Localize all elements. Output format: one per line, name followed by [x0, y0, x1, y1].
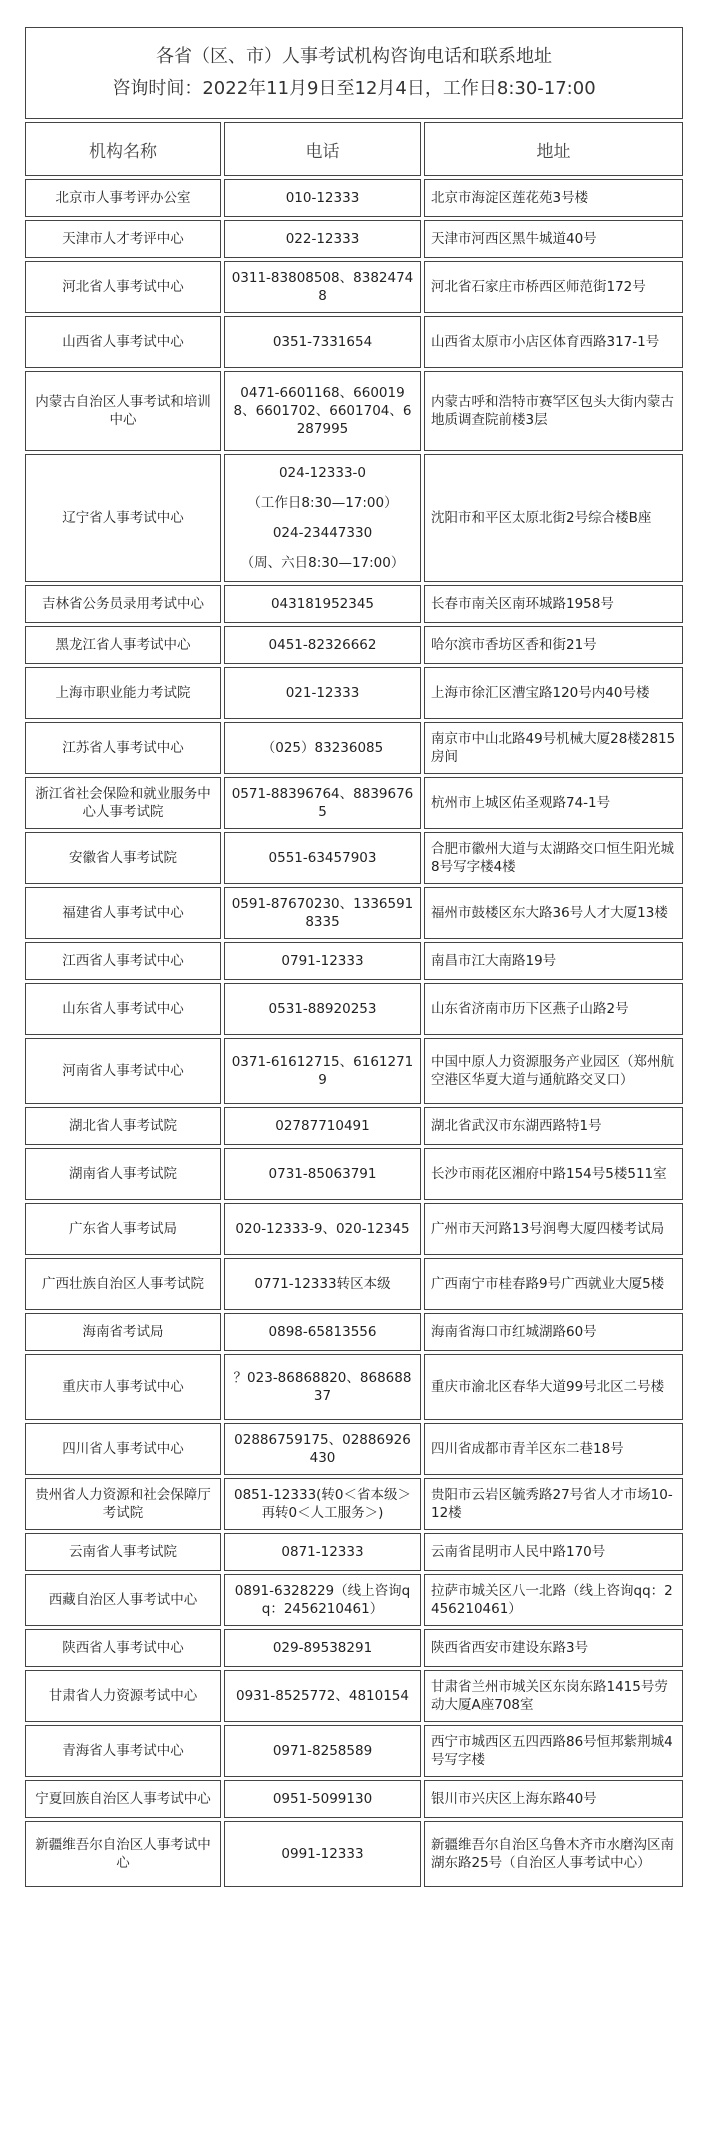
table-row — [25, 1038, 683, 1104]
header-row — [25, 122, 683, 176]
institution-phone: 0931-8525772、4810154 — [224, 1670, 421, 1722]
table-row — [25, 1423, 683, 1475]
institution-name: 浙江省社会保险和就业服务中心人事考试院 — [25, 777, 221, 829]
table-row — [25, 1629, 683, 1667]
institution-name: 天津市人才考评中心 — [25, 220, 221, 258]
table-row — [25, 667, 683, 719]
table-row — [25, 1725, 683, 1777]
institution-address: 云南省昆明市人民中路170号 — [424, 1533, 683, 1571]
institution-address: 杭州市上城区佑圣观路74-1号 — [424, 777, 683, 829]
table-row — [25, 1574, 683, 1626]
institution-name: 宁夏回族自治区人事考试中心 — [25, 1780, 221, 1818]
table-body — [25, 179, 683, 1887]
table-row — [25, 1533, 683, 1571]
institution-phone: 029-89538291 — [224, 1629, 421, 1667]
institution-name: 四川省人事考试中心 — [25, 1423, 221, 1475]
institution-address: 山东省济南市历下区燕子山路2号 — [424, 983, 683, 1035]
phone-line: （工作日8:30—17:00） — [247, 495, 398, 511]
table-row — [25, 832, 683, 884]
table-title-cell — [25, 27, 683, 119]
institution-name: 广西壮族自治区人事考试院 — [25, 1258, 221, 1310]
institution-name: 上海市职业能力考试院 — [25, 667, 221, 719]
institution-address: 西宁市城西区五四西路86号恒邦紫荆城4号写字楼 — [424, 1725, 683, 1777]
table-row — [25, 261, 683, 313]
institution-address: 甘肃省兰州市城关区东岗东路1415号劳动大厦A座708室 — [424, 1670, 683, 1722]
institution-phone: 010-12333 — [224, 179, 421, 217]
institution-name: 江西省人事考试中心 — [25, 942, 221, 980]
institution-address: 沈阳市和平区太原北街2号综合楼B座 — [424, 454, 683, 582]
institution-address: 河北省石家庄市桥西区师范街172号 — [424, 261, 683, 313]
institution-phone: 0771-12333转区本级 — [224, 1258, 421, 1310]
table-row — [25, 626, 683, 664]
document — [22, 24, 686, 1890]
header-address: 地址 — [424, 122, 683, 176]
institution-name: 青海省人事考试中心 — [25, 1725, 221, 1777]
institution-address: 南京市中山北路49号机械大厦28楼2815房间 — [424, 722, 683, 774]
institution-phone: ？023-86868820、86868837 — [224, 1354, 421, 1420]
institution-name: 湖南省人事考试院 — [25, 1148, 221, 1200]
institution-name: 重庆市人事考试中心 — [25, 1354, 221, 1420]
institution-name: 云南省人事考试院 — [25, 1533, 221, 1571]
table-row — [25, 942, 683, 980]
institution-name: 广东省人事考试局 — [25, 1203, 221, 1255]
table-row — [25, 220, 683, 258]
institution-address: 广州市天河路13号润粤大厦四楼考试局 — [424, 1203, 683, 1255]
table-row — [25, 1670, 683, 1722]
table-row — [25, 777, 683, 829]
institution-phone: 0571-88396764、88396765 — [224, 777, 421, 829]
table-row — [25, 454, 683, 582]
institution-name: 北京市人事考评办公室 — [25, 179, 221, 217]
institution-address: 四川省成都市青羊区东二巷18号 — [424, 1423, 683, 1475]
institution-address: 陕西省西安市建设东路3号 — [424, 1629, 683, 1667]
institution-address: 拉萨市城关区八一北路（线上咨询qq：2456210461） — [424, 1574, 683, 1626]
institution-name: 山东省人事考试中心 — [25, 983, 221, 1035]
institution-phone: 022-12333 — [224, 220, 421, 258]
institution-name: 新疆维吾尔自治区人事考试中心 — [25, 1821, 221, 1887]
institution-name: 海南省考试局 — [25, 1313, 221, 1351]
institution-name: 山西省人事考试中心 — [25, 316, 221, 368]
table-row — [25, 1258, 683, 1310]
institution-name: 河南省人事考试中心 — [25, 1038, 221, 1104]
institution-phone: 021-12333 — [224, 667, 421, 719]
institution-name: 贵州省人力资源和社会保障厅考试院 — [25, 1478, 221, 1530]
institution-address: 福州市鼓楼区东大路36号人才大厦13楼 — [424, 887, 683, 939]
institution-name: 甘肃省人力资源考试中心 — [25, 1670, 221, 1722]
table-row — [25, 1203, 683, 1255]
institution-name: 内蒙古自治区人事考试和培训中心 — [25, 371, 221, 451]
institution-name: 河北省人事考试中心 — [25, 261, 221, 313]
table-row — [25, 722, 683, 774]
institution-name: 福建省人事考试中心 — [25, 887, 221, 939]
institution-address: 银川市兴庆区上海东路40号 — [424, 1780, 683, 1818]
phone-line: 024-12333-0 — [278, 465, 367, 481]
table-row — [25, 1148, 683, 1200]
institution-phone: 0551-63457903 — [224, 832, 421, 884]
institution-phone: 0871-12333 — [224, 1533, 421, 1571]
contact-table — [22, 24, 686, 1890]
institution-name: 安徽省人事考试院 — [25, 832, 221, 884]
table-row — [25, 1478, 683, 1530]
institution-address: 长春市南关区南环城路1958号 — [424, 585, 683, 623]
phone-line: （周、六日8:30—17:00） — [240, 555, 405, 571]
institution-phone: 0451-82326662 — [224, 626, 421, 664]
institution-address: 贵阳市云岩区毓秀路27号省人才市场10-12楼 — [424, 1478, 683, 1530]
institution-phone — [224, 454, 421, 582]
institution-address: 湖北省武汉市东湖西路特1号 — [424, 1107, 683, 1145]
header-phone: 电话 — [224, 122, 421, 176]
title-row — [25, 27, 683, 119]
table-row — [25, 1821, 683, 1887]
institution-address: 合肥市徽州大道与太湖路交口恒生阳光城8号写字楼4楼 — [424, 832, 683, 884]
institution-address: 南昌市江大南路19号 — [424, 942, 683, 980]
institution-name: 吉林省公务员录用考试中心 — [25, 585, 221, 623]
institution-name: 湖北省人事考试院 — [25, 1107, 221, 1145]
institution-address: 天津市河西区黑牛城道40号 — [424, 220, 683, 258]
institution-address: 中国中原人力资源服务产业园区（郑州航空港区华夏大道与通航路交叉口） — [424, 1038, 683, 1104]
institution-address: 海南省海口市红城湖路60号 — [424, 1313, 683, 1351]
table-row — [25, 1313, 683, 1351]
table-row — [25, 1107, 683, 1145]
institution-phone: （025）83236085 — [224, 722, 421, 774]
institution-phone: 0791-12333 — [224, 942, 421, 980]
institution-phone: 0471-6601168、6600198、6601702、6601704、6287995 — [224, 371, 421, 451]
institution-address: 新疆维吾尔自治区乌鲁木齐市水磨沟区南湖东路25号（自治区人事考试中心） — [424, 1821, 683, 1887]
institution-phone: 0991-12333 — [224, 1821, 421, 1887]
table-row — [25, 316, 683, 368]
institution-phone: 0351-7331654 — [224, 316, 421, 368]
table-row — [25, 585, 683, 623]
institution-phone: 02787710491 — [224, 1107, 421, 1145]
institution-name: 陕西省人事考试中心 — [25, 1629, 221, 1667]
institution-phone: 0731-85063791 — [224, 1148, 421, 1200]
institution-phone: 0591-87670230、13365918335 — [224, 887, 421, 939]
table-row — [25, 371, 683, 451]
institution-address: 内蒙古呼和浩特市赛罕区包头大街内蒙古地质调查院前楼3层 — [424, 371, 683, 451]
institution-phone: 0891-6328229（线上咨询qq：2456210461） — [224, 1574, 421, 1626]
institution-address: 上海市徐汇区漕宝路120号内40号楼 — [424, 667, 683, 719]
institution-phone: 020-12333-9、020-12345 — [224, 1203, 421, 1255]
institution-phone: 043181952345 — [224, 585, 421, 623]
institution-address: 长沙市雨花区湘府中路154号5楼511室 — [424, 1148, 683, 1200]
institution-phone: 0971-8258589 — [224, 1725, 421, 1777]
phone-line: 024-23447330 — [272, 525, 373, 541]
institution-phone: 0311-83808508、83824748 — [224, 261, 421, 313]
table-row — [25, 179, 683, 217]
institution-address: 广西南宁市桂春路9号广西就业大厦5楼 — [424, 1258, 683, 1310]
institution-address: 山西省太原市小店区体育西路317-1号 — [424, 316, 683, 368]
institution-address: 重庆市渝北区春华大道99号北区二号楼 — [424, 1354, 683, 1420]
table-title: 各省（区、市）人事考试机构咨询电话和联系地址 — [156, 46, 552, 67]
table-row — [25, 1354, 683, 1420]
institution-address: 北京市海淀区莲花苑3号楼 — [424, 179, 683, 217]
table-row — [25, 887, 683, 939]
table-subtitle: 咨询时间：2022年11月9日至12月4日，工作日8:30-17:00 — [112, 78, 596, 99]
institution-phone: 02886759175、02886926430 — [224, 1423, 421, 1475]
institution-name: 辽宁省人事考试中心 — [25, 454, 221, 582]
header-name: 机构名称 — [25, 122, 221, 176]
table-row — [25, 983, 683, 1035]
institution-phone: 0531-88920253 — [224, 983, 421, 1035]
institution-phone: 0898-65813556 — [224, 1313, 421, 1351]
institution-name: 黑龙江省人事考试中心 — [25, 626, 221, 664]
institution-name: 西藏自治区人事考试中心 — [25, 1574, 221, 1626]
institution-phone: 0371-61612715、61612719 — [224, 1038, 421, 1104]
institution-phone: 0851-12333(转0＜省本级＞再转0＜人工服务＞) — [224, 1478, 421, 1530]
table-row — [25, 1780, 683, 1818]
institution-phone: 0951-5099130 — [224, 1780, 421, 1818]
institution-name: 江苏省人事考试中心 — [25, 722, 221, 774]
institution-address: 哈尔滨市香坊区香和街21号 — [424, 626, 683, 664]
